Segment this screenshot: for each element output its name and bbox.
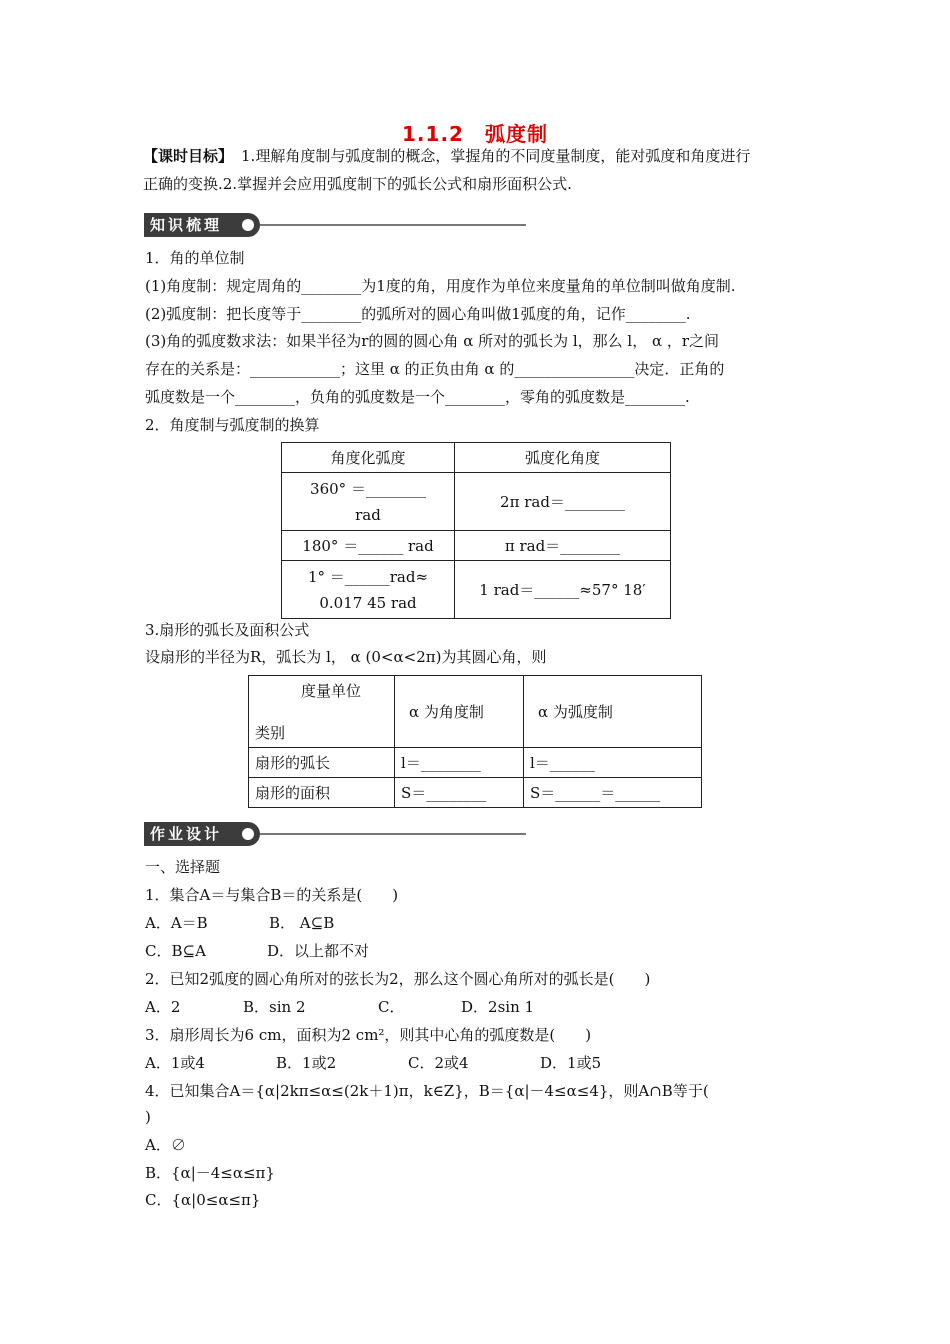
option-b: B．{α|－4≤α≤π}: [145, 1164, 275, 1182]
exercise-group-heading: 一、选择题: [145, 858, 221, 876]
table-header-cell: 角度化弧度: [282, 443, 455, 473]
table-header-cell: α 为弧度制: [524, 676, 702, 748]
table-cell: S＝________: [395, 778, 524, 808]
table-cell: l＝________: [395, 748, 524, 778]
table-cell: π rad＝________: [455, 531, 671, 561]
bullet-dot-icon: [242, 828, 254, 840]
option-a: A．∅: [145, 1136, 186, 1154]
objectives-line-1: [143, 146, 750, 166]
table-header-cell: [249, 676, 395, 748]
table-header-cell: 弧度化角度: [455, 443, 671, 473]
option-d: D．1或5: [540, 1054, 602, 1072]
table-row: [282, 561, 671, 619]
table-row: [282, 531, 671, 561]
option-b: B．sin 2: [243, 998, 306, 1016]
table-cell: 扇形的面积: [249, 778, 395, 808]
cell-text: 度量单位: [301, 681, 362, 700]
table-cell: 1 rad＝______≈57° 18′: [455, 561, 671, 619]
option-a: A．2: [145, 998, 181, 1016]
cell-text: 类别: [255, 723, 286, 742]
option-c: C．B⊆A: [145, 942, 206, 960]
cell-text: 0.017 45 rad: [319, 593, 417, 612]
objectives-line-2: 正确的变换.2.掌握并会应用弧度制下的弧长公式和扇形面积公式.: [143, 175, 572, 193]
table-row: [282, 473, 671, 531]
question-2: 2．已知2弧度的圆心角所对的弦长为2，那么这个圆心角所对的弧长是( ): [145, 970, 651, 988]
option-d: D．2sin 1: [461, 998, 535, 1016]
units-para-2: (2)弧度制：把长度等于________的弧所对的圆心角叫做1弧度的角，记作________.: [145, 305, 691, 323]
question-4-cont: ): [145, 1108, 151, 1126]
units-para-3c: 弧度数是一个________，负角的弧度数是一个________，零角的弧度数是________.: [145, 388, 690, 406]
table-cell: l＝______: [524, 748, 702, 778]
section-header-homework: [144, 822, 526, 848]
option-b: B．1或2: [276, 1054, 337, 1072]
units-heading: 1．角的单位制: [145, 249, 245, 267]
units-para-3a: (3)角的弧度数求法：如果半径为r的圆的圆心角 α 所对的弧长为 l，那么 l， α ，r之间: [145, 332, 720, 350]
option-a: A．A＝B: [145, 914, 208, 932]
option-b: B． A⊆B: [269, 914, 335, 932]
option-c: C．: [378, 998, 405, 1016]
units-para-1: (1)角度制：规定周角的________为1度的角，用度作为单位来度量角的单位制叫做角度制.: [145, 277, 736, 295]
page-title: 1.1.2 弧度制: [402, 122, 548, 146]
cell-text: 1° ＝______rad≈: [307, 567, 429, 586]
option-c: C．{α|0≤α≤π}: [145, 1191, 261, 1209]
sector-heading: 3.扇形的弧长及面积公式: [145, 621, 310, 639]
sector-table: [248, 675, 702, 808]
table-cell: S＝______＝______: [524, 778, 702, 808]
bullet-dot-icon: [242, 219, 254, 231]
units-para-3b: 存在的关系是：____________；这里 α 的正负由角 α 的________________决定．正角的: [145, 360, 725, 378]
table-row: [282, 443, 671, 473]
objectives-text-1: 1.理解角度制与弧度制的概念，掌握角的不同度量制度，能对弧度和角度进行: [241, 147, 751, 165]
sector-intro: 设扇形的半径为R，弧长为 l， α (0<α<2π)为其圆心角，则: [145, 648, 547, 666]
section-divider: [260, 224, 526, 226]
table-cell: [282, 473, 455, 531]
cell-text: rad: [355, 505, 381, 524]
table-cell: 180° ＝______ rad: [282, 531, 455, 561]
option-d: D．以上都不对: [267, 942, 370, 960]
cell-text: 360° ＝________: [310, 479, 426, 498]
conversion-heading: 2．角度制与弧度制的换算: [145, 416, 320, 434]
table-row: [249, 676, 702, 748]
question-4: 4．已知集合A＝{α|2kπ≤α≤(2k＋1)π，k∈Z}，B＝{α|－4≤α≤4}，则A∩B等于(: [145, 1082, 709, 1100]
question-1: 1．集合A＝与集合B＝的关系是( ): [145, 886, 399, 904]
section-divider: [260, 833, 526, 835]
section-label-text: 知识梳理: [150, 216, 223, 234]
section-label-text: 作业设计: [150, 825, 223, 843]
question-3: 3．扇形周长为6 cm，面积为2 cm²，则其中心角的弧度数是( ): [145, 1026, 592, 1044]
table-cell: [282, 561, 455, 619]
table-row: [249, 778, 702, 808]
option-c: C．2或4: [408, 1054, 469, 1072]
option-a: A．1或4: [145, 1054, 205, 1072]
table-row: [249, 748, 702, 778]
objectives-tag: 【课时目标】: [143, 147, 234, 165]
section-header-knowledge: [144, 213, 526, 239]
conversion-table: [281, 442, 671, 619]
table-header-cell: α 为角度制: [395, 676, 524, 748]
table-cell: 2π rad＝________: [455, 473, 671, 531]
table-cell: 扇形的弧长: [249, 748, 395, 778]
